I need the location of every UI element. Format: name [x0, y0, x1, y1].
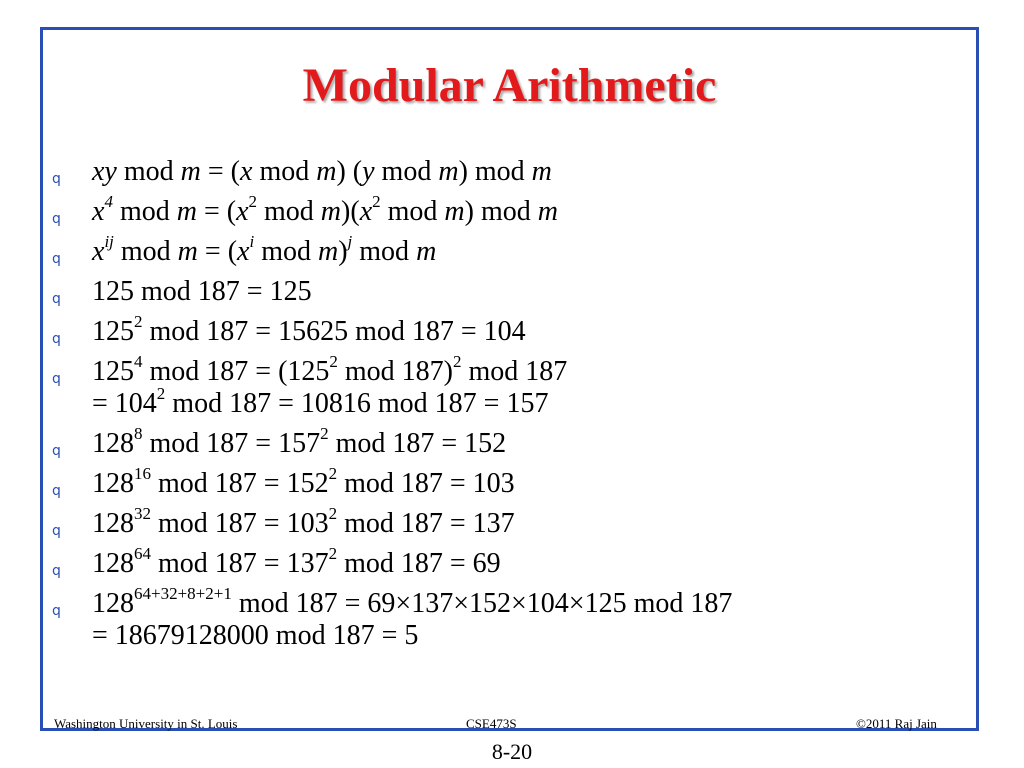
exponent: 2	[372, 192, 381, 211]
math-text: = (	[200, 156, 240, 187]
math-text: mod 187 = 69×137×152×104×125 mod 187	[231, 588, 733, 619]
bullet-line	[92, 312, 952, 352]
slide-title: Modular Arithmetic	[302, 59, 717, 112]
math-text: mod 187)	[337, 356, 454, 387]
footer-course: CSE473S	[466, 716, 517, 731]
math-text: mod 187 = 103	[337, 468, 515, 499]
bullet-line	[92, 424, 952, 464]
exponent: 2	[328, 464, 338, 483]
math-text: m	[316, 156, 337, 187]
bullet-marker-icon: q	[52, 371, 61, 387]
math-text: mod 187 = 15625 mod 187 = 104	[142, 316, 526, 347]
math-text: )(	[341, 196, 360, 227]
bullet-line	[92, 152, 952, 192]
math-text: mod 187 = (125	[142, 356, 330, 387]
bullet-item	[52, 152, 952, 192]
math-text: x	[237, 236, 250, 267]
math-text: mod 187 = 69	[337, 548, 501, 579]
math-text: = 104	[92, 388, 157, 419]
bullet-marker-icon: q	[52, 563, 61, 579]
bullet-marker-icon: q	[52, 483, 61, 499]
bullet-marker-icon: q	[52, 523, 61, 539]
math-text: mod 187 = 152	[151, 468, 329, 499]
bullet-line	[92, 232, 952, 272]
exponent: i	[249, 232, 255, 251]
bullet-line	[92, 504, 952, 544]
math-text: 125 mod 187 = 125	[92, 276, 312, 307]
bullet-marker-icon: q	[52, 291, 61, 307]
bullet-item	[52, 312, 952, 352]
math-text: x	[359, 196, 373, 227]
math-text: mod	[380, 196, 445, 227]
exponent: 2	[453, 352, 462, 371]
math-text: xy	[92, 156, 117, 187]
math-text: mod	[116, 156, 181, 187]
bullet-item	[52, 272, 952, 312]
exponent: 4	[104, 192, 113, 211]
math-text: x	[92, 196, 105, 227]
math-text: mod 187 = 152	[328, 428, 507, 459]
math-text: m	[444, 196, 465, 227]
math-text: mod	[257, 196, 321, 227]
exponent: 2	[134, 312, 143, 331]
page-number: 8-20	[491, 739, 533, 764]
math-text: m	[317, 236, 339, 267]
bullet-item	[52, 352, 952, 424]
footer-institution: Washington University in St. Louis	[54, 716, 238, 731]
math-text: ) mod	[464, 196, 538, 227]
exponent: 2	[320, 424, 329, 443]
math-text: mod 187 = 137	[337, 508, 515, 539]
exponent: j	[347, 232, 353, 251]
bullet-line	[92, 384, 952, 424]
math-text: = (	[197, 236, 238, 267]
math-text: mod 187 = 157	[142, 428, 321, 459]
math-text: mod 187 = 10816 mod 187 = 157	[165, 388, 549, 419]
exponent: 16	[134, 464, 151, 483]
math-text: 128	[92, 508, 134, 539]
footer-copyright: ©2011 Raj Jain	[856, 716, 937, 731]
math-text: mod 187 = 103	[151, 508, 329, 539]
bullet-item	[52, 504, 952, 544]
math-text: mod	[112, 196, 177, 227]
bullet-item	[52, 192, 952, 232]
math-text: mod	[352, 236, 417, 267]
math-text: m	[176, 196, 197, 227]
bullet-marker-icon: q	[52, 443, 61, 459]
math-text: ) mod	[458, 156, 532, 187]
math-text: y	[362, 156, 375, 187]
exponent: 2	[328, 504, 338, 523]
math-text: 125	[92, 316, 134, 347]
exponent: 2	[248, 192, 258, 211]
math-text: mod	[374, 156, 439, 187]
math-text: x	[240, 156, 253, 187]
bullet-item	[52, 232, 952, 272]
math-text: )	[338, 236, 348, 267]
math-text: 128	[92, 588, 134, 619]
exponent: 8	[134, 424, 143, 443]
math-text: m	[320, 196, 342, 227]
math-text: = 18679128000 mod 187 = 5	[92, 620, 419, 651]
math-text: mod	[252, 156, 317, 187]
exponent: 64	[134, 544, 151, 563]
bullet-list	[52, 152, 952, 656]
math-text: m	[438, 156, 459, 187]
math-text: m	[531, 156, 552, 187]
exponent: 64+32+8+2+1	[134, 584, 232, 603]
bullet-marker-icon: q	[52, 603, 61, 619]
math-text: m	[177, 236, 198, 267]
bullet-item	[52, 544, 952, 584]
exponent: 4	[134, 352, 143, 371]
bullet-item	[52, 584, 952, 656]
math-text: mod	[113, 236, 178, 267]
exponent: ij	[104, 232, 114, 251]
math-text: x	[236, 196, 249, 227]
bullet-marker-icon: q	[52, 331, 61, 347]
math-text: 128	[92, 548, 134, 579]
math-text: ) (	[336, 156, 363, 187]
math-text: 128	[92, 428, 134, 459]
bullet-marker-icon: q	[52, 251, 61, 267]
exponent: 2	[328, 544, 338, 563]
bullet-line	[92, 272, 952, 312]
math-text: mod	[254, 236, 318, 267]
bullet-line	[92, 464, 952, 504]
math-text: 125	[92, 356, 134, 387]
math-text: x	[92, 236, 105, 267]
exponent: 2	[329, 352, 338, 371]
exponent: 32	[134, 504, 151, 523]
bullet-item	[52, 424, 952, 464]
bullet-line	[92, 544, 952, 584]
bullet-line	[92, 192, 952, 232]
math-text: 128	[92, 468, 134, 499]
bullet-marker-icon: q	[52, 211, 61, 227]
math-text: mod 187 = 137	[151, 548, 329, 579]
exponent: 2	[156, 384, 166, 403]
math-text: m	[416, 236, 437, 267]
math-text: m	[537, 196, 558, 227]
math-text: m	[180, 156, 201, 187]
math-text: mod 187	[461, 356, 568, 387]
bullet-item	[52, 464, 952, 504]
math-text: = (	[196, 196, 237, 227]
bullet-marker-icon: q	[52, 171, 61, 187]
